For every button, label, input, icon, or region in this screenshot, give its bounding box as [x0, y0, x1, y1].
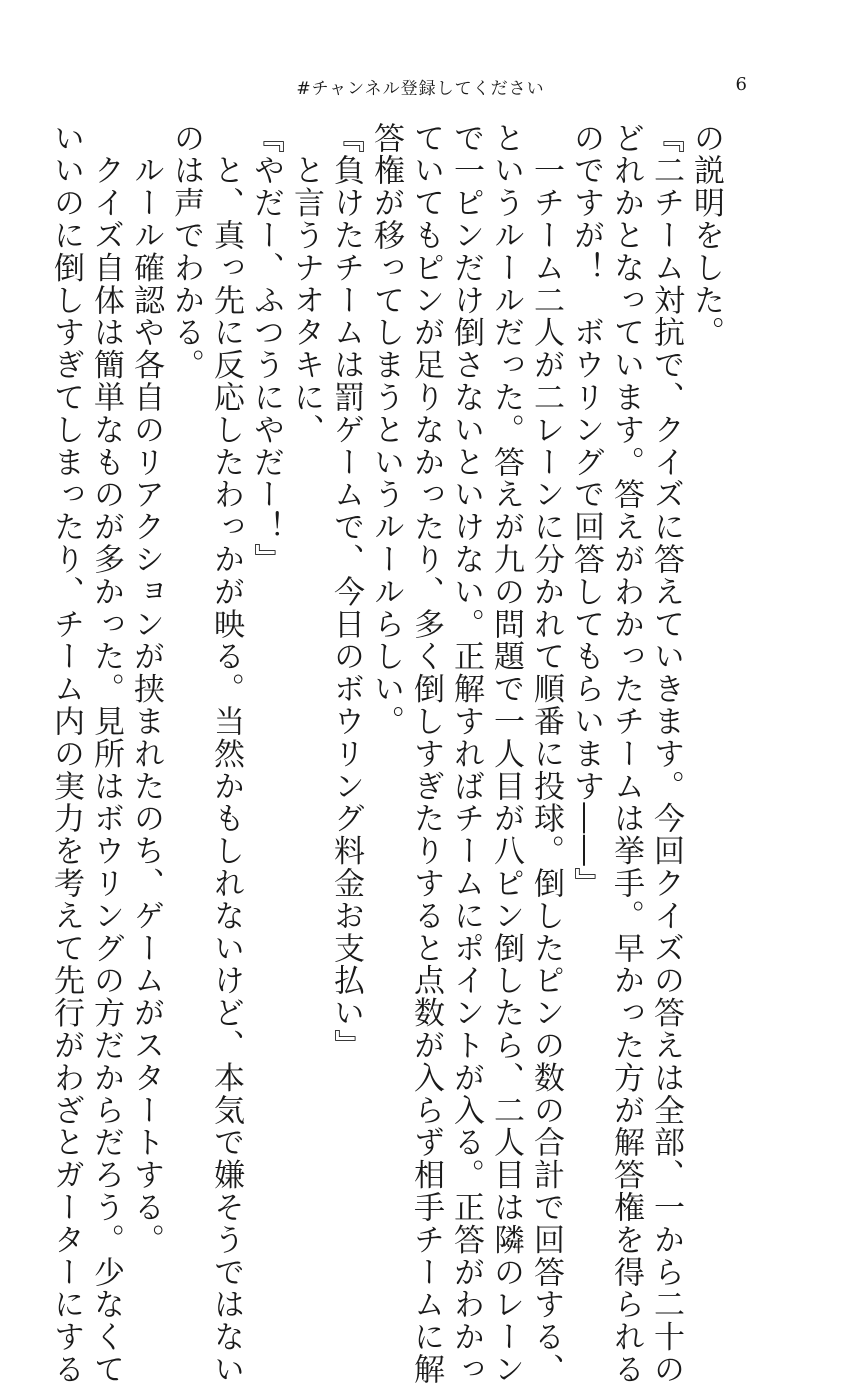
text-line: クイズ自体は簡単なものが多かった。見所はボウリングの方だからだろう。少なくて: [88, 122, 124, 1386]
text-line: の説明をした。: [688, 122, 724, 349]
text-line: 『負けたチームは罰ゲームで、今日のボウリング料金お支払い』: [328, 122, 364, 1062]
text-line: のですが！ ボウリングで回答してもらいます――』: [568, 122, 604, 900]
text-line: で一ピンだけ倒さないといけない。正解すればチームにポイントが入る。正答がわかっ: [448, 122, 484, 1386]
text-line: 『二チーム対抗で、クイズに答えていきます。今回クイズの答えは全部、一から二十の: [648, 122, 684, 1386]
text-line: と言うナオタキに、: [288, 122, 324, 446]
text-line: 『やだー、ふつうにやだー！』: [248, 122, 284, 576]
text-line: というルールだった。答えが九の問題で一人目が八ピン倒したら、二人目は隣のレーン: [488, 122, 524, 1386]
text-line: 一チーム二人が二レーンに分かれて順番に投球。倒したピンの数の合計で回答する、: [528, 122, 564, 1386]
text-line: と、真っ先に反応したわっかが映る。当然かもしれないけど、本気で嫌そうではない: [208, 122, 244, 1386]
text-line: ていてもピンが足りなかったり、多く倒しすぎたりすると点数が入らず相手チームに解: [408, 122, 444, 1386]
page-header: [0, 74, 841, 104]
vertical-text-body: [48, 122, 726, 1386]
text-line: 答権が移ってしまうというルールらしい。: [368, 122, 404, 738]
running-header-title: #チャンネル登録してください: [296, 79, 545, 99]
text-line: ルール確認や各自のリアクションが挟まれたのち、ゲームがスタートする。: [128, 122, 164, 1256]
text-line: いいのに倒しすぎてしまったり、チーム内の実力を考えて先行がわざとガーターにする: [48, 122, 84, 1386]
text-line: どれかとなっています。答えがわかったチームは挙手。早かった方が解答権を得られる: [608, 122, 644, 1386]
text-line: のは声でわかる。: [168, 122, 204, 382]
page-number: 6: [735, 74, 747, 95]
